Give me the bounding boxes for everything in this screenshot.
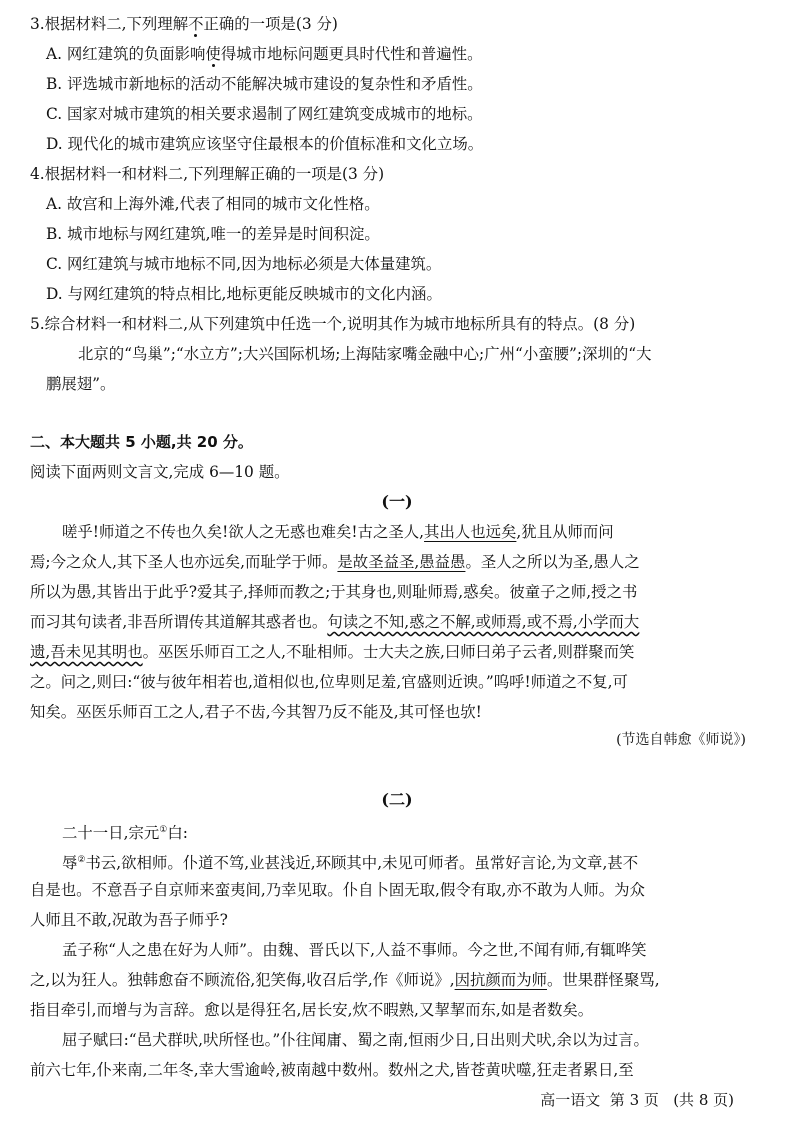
underlined-sentence: 是故圣益圣,愚益愚 [337,553,466,571]
wavy-underlined-sentence: 遗,吾未见其明也 [30,643,143,661]
text2-line3: 自是也。不意吾子自京师来蛮夷间,乃幸见取。仆自卜固无取,假令有取,亦不敢为人师。为众 [30,881,645,899]
q3-stem: 3.根据材料二,下列理解不正确的一项是(3 分) [30,15,338,33]
footer-total-pages: (共 8 页) [673,1091,734,1109]
footer-subject: 高一语文 [540,1091,601,1109]
text2-line9: 前六七年,仆来南,二年冬,幸大雪逾岭,被南越中数州。数州之犬,皆苍黄吠噬,狂走者累日,至 [30,1061,634,1079]
q5-options-line1: 北京的“鸟巢”;“水立方”;大兴国际机场;上海陆家嘴金融中心;广州“小蛮腰”;深圳的“大 [78,345,652,363]
text1-line4: 而习其句读者,非吾所谓传其道解其惑者也。句读之不知,惑之不解,或师焉,或不焉,小学而大 [30,613,640,631]
q3-option-d: D. 现代化的城市建筑应该坚守住最根本的价值标准和文化立场。 [46,135,484,153]
footer-page-number: 第 3 页 [609,1091,659,1109]
q5-stem: 5.综合材料一和材料二,从下列建筑中任选一个,说明其作为城市地标所具有的特点。(8 分) [30,315,636,333]
text2-line5: 孟子称“人之患在好为人师”。由魏、晋氏以下,人益不事师。今之世,不闻有师,有辄哗笑 [62,941,647,959]
text2-line7: 指目牵引,而增与为言辞。愈以是得狂名,居长安,炊不暇熟,又挈挈而东,如是者数矣。 [30,1001,594,1019]
text1-line1: 嗟乎!师道之不传也久矣!欲人之无惑也难矣!古之圣人,其出人也远矣,犹且从师而问 [62,523,614,541]
text1-title: (一) [381,492,413,511]
footnote-marker: ① [159,825,168,835]
text1-line6: 之。问之,则曰:“彼与彼年相若也,道相似也,位卑则足羞,官盛则近谀。”呜呼!师道之不复,可 [30,673,628,691]
q4-option-d: D. 与网红建筑的特点相比,地标更能反映城市的文化内涵。 [46,285,442,303]
q3-option-a: A. 网红建筑的负面影响使得城市地标问题更具时代性和普遍性。 [46,45,483,63]
q4-stem: 4.根据材料一和材料二,下列理解正确的一项是(3 分) [30,165,385,183]
underlined-sentence: 因抗颜而为师 [454,971,547,989]
q4-option-a: A. 故宫和上海外滩,代表了相同的城市文化性格。 [46,195,380,213]
q4-option-b: B. 城市地标与网红建筑,唯一的差异是时间积淀。 [46,225,380,243]
text2-line1: 二十一日,宗元①白: [62,824,188,843]
text1-citation: (节选自韩愈《师说》) [616,732,746,748]
text1-line2: 焉;今之众人,其下圣人也亦远矣,而耻学于师。是故圣益圣,愚益愚。圣人之所以为圣,愚人之 [30,553,640,571]
text1-line3: 所以为愚,其皆出于此乎?爱其子,择师而教之;于其身也,则耻师焉,惑矣。彼童子之师,授之书 [30,583,638,601]
page-footer [540,1090,734,1110]
text1-line7: 知矣。巫医乐师百工之人,君子不齿,今其智乃反不能及,其可怪也欤! [30,703,482,721]
q5-options-line2: 鹏展翅”。 [46,375,116,393]
text2-line6: 之,以为狂人。独韩愈奋不顾流俗,犯笑侮,收召后学,作《师说》,因抗颜而为师。世果群怪聚骂, [30,971,660,989]
section-instruction: 阅读下面两则文言文,完成 6—10 题。 [30,463,290,481]
footnote-marker: ② [77,855,86,865]
text2-line2: 辱②书云,欲相师。仆道不笃,业甚浅近,环顾其中,未见可师者。虽常好言论,为文章,甚不 [62,854,639,873]
text2-line4: 人师且不敢,况敢为吾子师乎? [30,911,228,929]
q4-option-c: C. 网红建筑与城市地标不同,因为地标必须是大体量建筑。 [46,255,442,273]
q3-option-b: B. 评选城市新地标的活动不能解决城市建设的复杂性和矛盾性。 [46,75,483,93]
text2-line8: 屈子赋曰:“邑犬群吠,吠所怪也。”仆往闻庸、蜀之南,恒雨少日,日出则犬吠,余以为过言。 [62,1031,649,1049]
underlined-sentence: 其出人也远矣 [424,523,517,541]
text2-title: (二) [381,790,413,809]
text1-line5: 遗,吾未见其明也。巫医乐师百工之人,不耻相师。士大夫之族,曰师曰弟子云者,则群聚而笑 [30,643,635,661]
q3-option-c: C. 国家对城市建筑的相关要求遏制了网红建筑变成城市的地标。 [46,105,483,123]
emphasis-dot-char: 不 [188,15,204,33]
emphasis-dot-char: 使 [205,45,221,63]
wavy-underlined-sentence: 句读之不知,惑之不解,或师焉,或不焉,小学而大 [327,613,640,631]
section-heading: 二、本大题共 5 小题,共 20 分。 [30,433,253,451]
